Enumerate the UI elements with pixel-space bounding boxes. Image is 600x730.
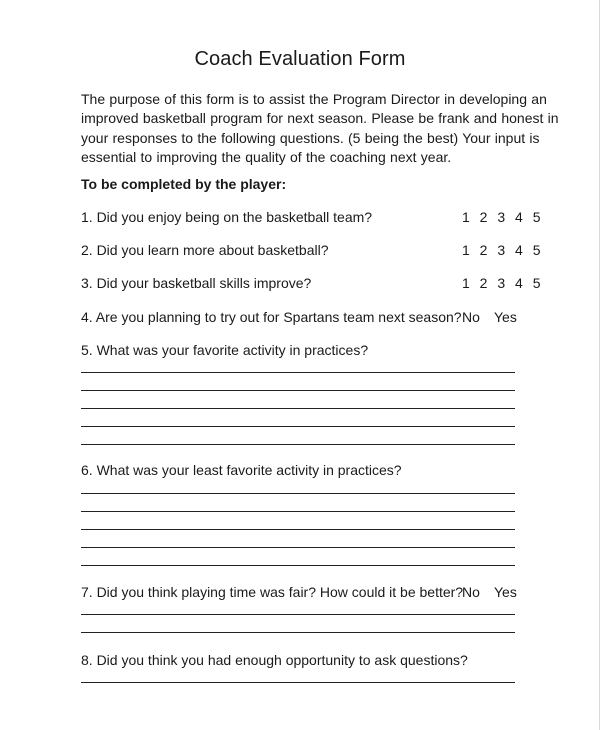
question-7: 7. Did you think playing time was fair? How could it be better? [81,584,464,600]
answer-line[interactable] [81,547,515,548]
rating-scale-2[interactable]: 1 2 3 4 5 [462,242,544,258]
question-2: 2. Did you learn more about basketball? [81,242,329,258]
question-4: 4. Are you planning to try out for Spartans team next season? [81,309,462,325]
question-8: 8. Did you think you had enough opportunity to ask questions? [81,652,468,668]
question-6: 6. What was your least favorite activity in practices? [81,462,402,478]
section-heading: To be completed by the player: [81,176,287,192]
intro-paragraph [81,90,559,167]
answer-line[interactable] [81,614,515,615]
answer-line[interactable] [81,444,515,445]
answer-no-4[interactable]: No [462,309,480,325]
answer-line[interactable] [81,493,515,494]
answer-line[interactable] [81,529,515,530]
rating-scale-3[interactable]: 1 2 3 4 5 [462,275,544,291]
question-1: 1. Did you enjoy being on the basketball team? [81,209,373,225]
answer-yes-4[interactable]: Yes [494,309,517,325]
intro-line: The purpose of this form is to assist the Program Director in developing an [81,91,547,107]
answer-no-7[interactable]: No [462,584,480,600]
intro-line: your responses to the following questions. (5 being the best) Your input is [81,129,540,146]
form-title: Coach Evaluation Form [194,48,406,70]
answer-line[interactable] [81,408,515,409]
intro-line: improved basketball program for next season. Please be frank and honest in [81,110,559,127]
answer-line[interactable] [81,390,515,391]
answer-line[interactable] [81,511,515,512]
answer-line[interactable] [81,565,515,566]
answer-yes-7[interactable]: Yes [494,584,517,600]
answer-line[interactable] [81,632,515,633]
question-3: 3. Did your basketball skills improve? [81,275,312,291]
question-5: 5. What was your favorite activity in practices? [81,342,369,358]
intro-line: essential to improving the quality of the coaching next year. [81,148,452,165]
answer-line[interactable] [81,372,515,373]
rating-scale-1[interactable]: 1 2 3 4 5 [462,209,544,225]
answer-line[interactable] [81,682,515,683]
answer-line[interactable] [81,426,515,427]
